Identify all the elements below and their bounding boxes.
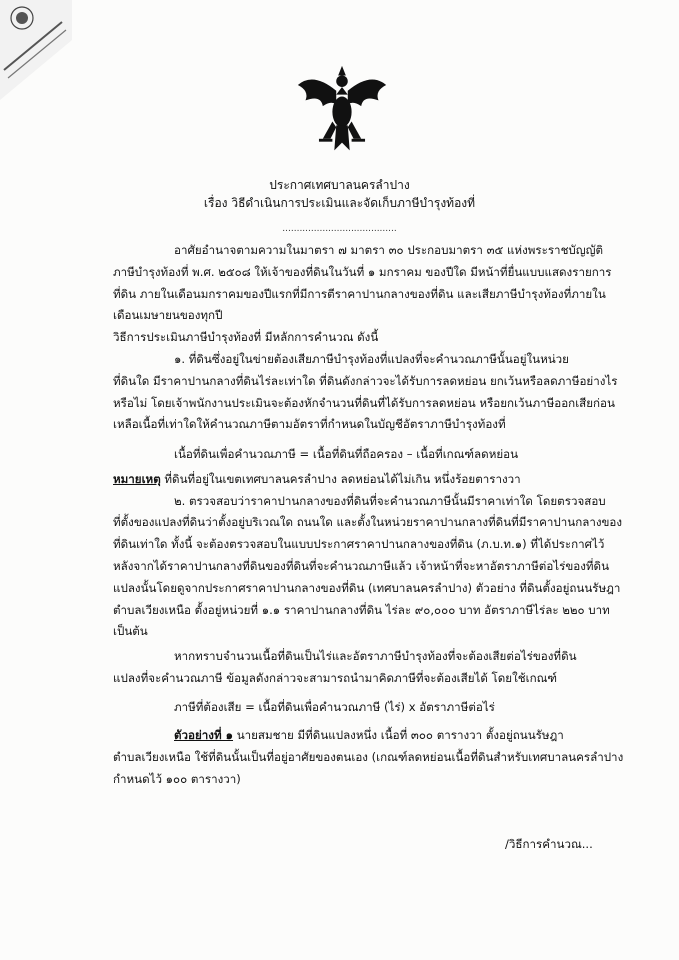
item-1-line: ที่ดินใด มีราคาปานกลางที่ดินไร่ละเท่าใด ที่ดินดังกล่าวจะได้รับการลดหย่อน ยกเว้นหรือลดภาษีอย่างไร [113, 374, 618, 388]
example-label: ตัวอย่างที่ ๑ [174, 728, 234, 742]
formula-land-area: เนื้อที่ดินเพื่อคำนวณภาษี = เนื้อที่ดินที่ถือครอง – เนื้อที่เกณฑ์ลดหย่อน [174, 447, 519, 461]
item-2-line: เป็นต้น [113, 624, 148, 638]
example-text: นายสมชาย มีที่ดินแปลงหนึ่ง เนื้อที่ ๓๐๐ ตารางวา ตั้งอยู่ถนนรัษฎา [233, 728, 564, 742]
note-label: หมายเหตุ [113, 472, 161, 486]
note-text: ที่ดินที่อยู่ในเขตเทศบาลนครลำปาง ลดหย่อนได้ไม่เกิน หนึ่งร้อยตารางวา [160, 472, 521, 486]
item-2-line: ๒. ตรวจสอบว่าราคาปานกลางของที่ดินที่จะคำนวณภาษีนั้นมีราคาเท่าใด โดยตรวจสอบ [174, 494, 606, 508]
title-separator: ........................................ [282, 224, 397, 234]
method-heading: วิธีการประเมินภาษีบำรุงท้องที่ มีหลักการคำนวณ ดังนี้ [113, 330, 379, 344]
paragraph-line: อาศัยอำนาจตามความในมาตรา ๗ มาตรา ๓๐ ประกอบมาตรา ๓๕ แห่งพระราชบัญญัติ [174, 243, 604, 257]
paragraph-3-line: หากทราบจำนวนเนื้อที่ดินเป็นไร่และอัตราภาษีบำรุงท้องที่จะต้องเสียต่อไร่ของที่ดิน [174, 649, 577, 663]
item-2-line: ตำบลเวียงเหนือ ตั้งอยู่หน่วยที่ ๑.๑ ราคาปานกลางที่ดิน ไร่ละ ๙๐,๐๐๐ บาท อัตราภาษีไร่ละ ๒๒๐ บาท [113, 603, 610, 617]
paragraph-line: ที่ดิน ภายในเดือนมกราคมของปีแรกที่มีการตีราคาปานกลางของที่ดิน และเสียภาษีบำรุงท้องที่ภายใน [113, 287, 606, 301]
item-1-line: เหลือเนื้อที่เท่าใดให้คำนวณภาษีตามอัตราที่กำหนดในบัญชีอัตราภาษีบำรุงท้องที่ [113, 417, 506, 431]
item-2-line: หลังจากได้ราคาปานกลางที่ดินของที่ดินที่จะคำนวณภาษีแล้ว เจ้าหน้าที่จะหาอัตราภาษีต่อไร่ของที่ดิน [113, 559, 609, 573]
example-1-line: กำหนดไว้ ๑๐๐ ตารางวา) [113, 772, 241, 786]
item-1-line: ๑. ที่ดินซึ่งอยู่ในข่ายต้องเสียภาษีบำรุงท้องที่แปลงที่จะคำนวณภาษีนั้นอยู่ในหน่วย [174, 352, 569, 366]
item-2-line: แปลงนั้นโดยดูจากประกาศราคาปานกลางของที่ดิน (เทศบาลนครลำปาง) ตัวอย่าง ที่ดินตั้งอยู่ถนนรัษฎา [113, 581, 621, 595]
example-1-line [174, 728, 564, 742]
office-stamp [0, 0, 72, 100]
subject-line: เรื่อง วิธีดำเนินการประเมินและจัดเก็บภาษีบำรุงท้องที่ [203, 196, 476, 210]
note-line [113, 472, 521, 486]
garuda-emblem [294, 62, 390, 158]
example-1-line: ตำบลเวียงเหนือ ใช้ที่ดินนั้นเป็นที่อยู่อาศัยของตนเอง (เกณฑ์ลดหย่อนเนื้อที่ดินสำหรับเทศบาลนครลำปาง [113, 750, 624, 764]
continued-marker: /วิธีการคำนวณ... [505, 837, 593, 851]
item-2-line: ที่ตั้งของแปลงที่ดินว่าตั้งอยู่บริเวณใด ถนนใด และตั้งในหน่วยราคาปานกลางที่ดินที่มีราคาปานกลางของ [113, 515, 623, 529]
item-2-line: ที่ดินเท่าใด ทั้งนี้ จะต้องตรวจสอบในแบบประกาศราคาปานกลางของที่ดิน (ภ.บ.ท.๑) ที่ได้ประกาศไว้ [113, 537, 605, 551]
paragraph-line: ภาษีบำรุงท้องที่ พ.ศ. ๒๕๐๘ ให้เจ้าของที่ดินในวันที่ ๑ มกราคม ของปีใด มีหน้าที่ยื่นแบบแสดงรายการ [113, 265, 612, 279]
item-1-line: หรือไม่ โดยเจ้าพนักงานประเมินจะต้องหักจำนวนที่ดินที่ได้รับการลดหย่อน หรือยกเว้นภาษีออกเสียก่อน [113, 396, 615, 410]
paragraph-line: เดือนเมษายนของทุกปี [113, 308, 223, 322]
page-title: ประกาศเทศบาลนครลำปาง [269, 178, 410, 192]
paragraph-3-line: แปลงที่จะคำนวณภาษี ข้อมูลดังกล่าวจะสามารถนำมาคิดภาษีที่จะต้องเสียได้ โดยใช้เกณฑ์ [113, 671, 557, 685]
formula-tax-due: ภาษีที่ต้องเสีย = เนื้อที่ดินเพื่อคำนวณภาษี (ไร่) x อัตราภาษีต่อไร่ [174, 700, 495, 714]
